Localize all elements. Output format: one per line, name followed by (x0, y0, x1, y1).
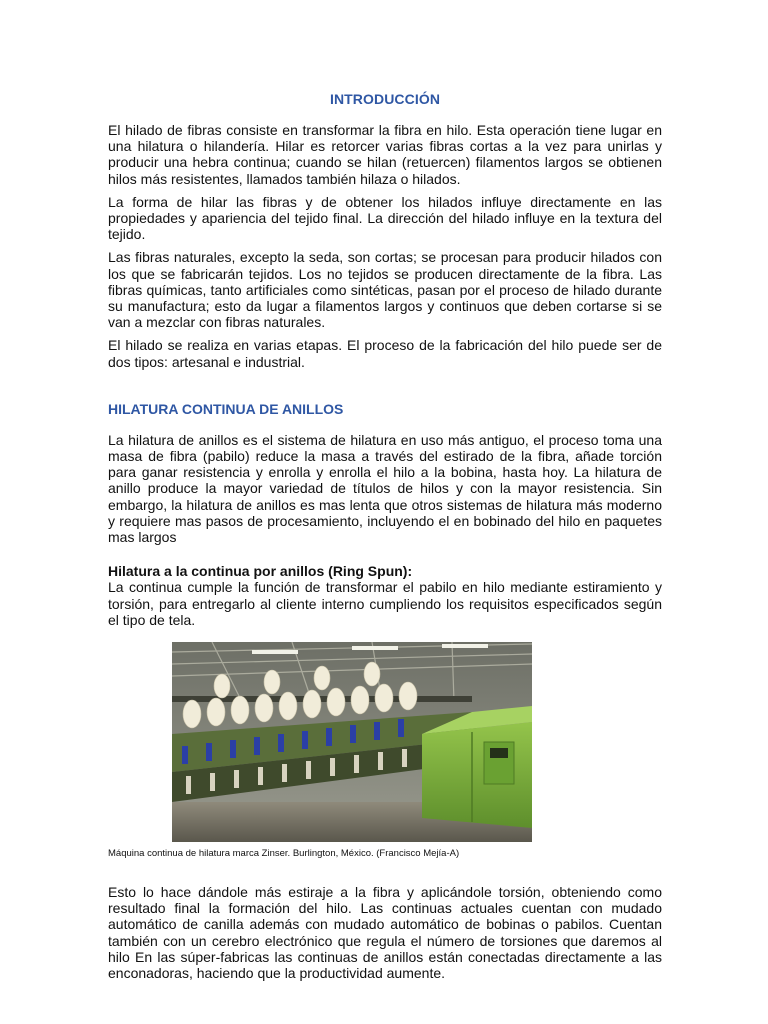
intro-paragraph-3: Las fibras naturales, excepto la seda, son cortas; se procesan para producir hilados con los que se fabricarán tejidos. Los no tejidos se producen directamente de la fibra. Las fibras químicas, tanto artificiales como sintéticas, pasan por el proceso de hilado durante su manufactura; esto da lugar a filamentos largos y continuos que deben cortarse si se van a mezclar con fibras naturales. (108, 249, 662, 331)
figure-caption: Máquina continua de hilatura marca Zinser. Burlington, México. (Francisco Mejía-A) (108, 848, 460, 860)
intro-heading: INTRODUCCIÓN (329, 91, 441, 107)
final-paragraph: Esto lo hace dándole más estiraje a la fibra y aplicándole torsión, obteniendo como resultado final la formación del hilo. Las continuas actuales cuentan con mudado automático de canilla además con mudado automático de bobinas o pabilos. Cuentan también con un cerebro electrónico que regula el número de torsiones que daremos al hilo En las súper-fabricas las continuas de anillos están conectadas directamente a las enconadoras, haciendo que la productividad aumente. (108, 884, 662, 982)
spinning-machine-illustration (172, 642, 532, 842)
spinning-machine-photo (172, 642, 532, 842)
document-content (108, 90, 662, 988)
ring-spinning-paragraph: La hilatura de anillos es el sistema de hilatura en uso más antiguo, el proceso toma una masa de fibra (pabilo) reduce la masa a través del estirado de la fibra, añade torción para ganar resistencia y enrolla y enrolla el hilo a la bobina, hasta hoy. La hilatura de anillo produce la mayor variedad de títulos de hilos y con la mayor resistencia. Sin embargo, la hilatura de anillos es mas lenta que otros sistemas de hilatura más moderno y requiere mas pasos de procesamiento, incluyendo el en bobinado del hilo en paquetes mas largos (108, 431, 662, 546)
ring-spun-paragraph: La continua cumple la función de transformar el pabilo en hilo mediante estiramiento y torsión, para entregarlo al cliente interno cumpliendo los requisitos especificados según el tipo de tela. (108, 579, 662, 628)
ring-spinning-heading: HILATURA CONTINUA DE ANILLOS (108, 400, 344, 417)
intro-paragraph-2: La forma de hilar las fibras y de obtener los hilados influye directamente en las propiedades y apariencia del tejido final. La dirección del hilado influye en la textura del tejido. (108, 193, 662, 243)
ring-spun-subheading: Hilatura a la continua por anillos (Ring Spun): (108, 563, 413, 580)
intro-paragraph-1: El hilado de fibras consiste en transformar la fibra en hilo. Esta operación tiene lugar en una hilatura o hilandería. Hilar es retorcer varias fibras cortas a la vez para unirlas y producir una hebra continua; cuando se hilan (retuercen) filamentos largos se obtienen hilos más resistentes, llamados también hilaza o hilados. (108, 122, 662, 187)
intro-paragraph-4: El hilado se realiza en varias etapas. El proceso de la fabricación del hilo puede ser de dos tipos: artesanal e industrial. (108, 337, 662, 370)
